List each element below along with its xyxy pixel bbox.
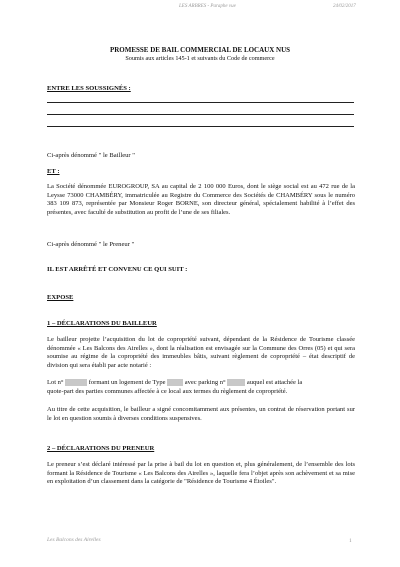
attached-label: auquel est attachée la [246,379,303,386]
footer-left-text: Les Balcons des Airelles [47,537,101,543]
page-number: 1 [349,538,352,544]
header-left-text: LES ARBRES - Paraphe vue [179,4,236,9]
et-heading: ET : [47,168,60,175]
lot-line [47,379,355,388]
parking-number-field[interactable] [227,379,245,386]
acquisition-paragraph: Au titre de cette acquisition, le bailleur a signé concomitamment aux présentes, un contrat de réservation portant sur le lot en question soumis à diverses conditions suspensives. [47,406,355,422]
section2-heading: 2 – DÉCLARATIONS DU PRENEUR [47,445,155,452]
header-date: 24/02/2017 [333,4,356,9]
section1-paragraph: Le bailleur projette l’acquisition du lot de copropriété suivant, dépendant de la Résidence de Tourisme classée dénommée « Les Balcons des Airelles », dont la réalisation est envisagée sur la Commune des Orres (05) et qui sera soumise au régime de la copropriété des immeubles bâtis, suivant règlement de copropriété – état descriptif de division qui sera établi par acte notarié : [47,336,355,369]
document-title: PROMESSE DE BAIL COMMERCIAL DE LOCAUX NUS [109,46,291,54]
document-subtitle: Soumis aux articles 145-1 et suivants du Code de commerce [125,55,275,62]
agreement-heading: IL EST ARRÊTÉ ET CONVENU CE QUI SUIT : [47,266,188,273]
section2-paragraph: Le preneur s’est déclaré intéressé par la prise à bail du lot en question et, plus généralement, de l’ensemble des lots formant la Résidence de Tourisme « Les Balcons des Airelles », laquelle fera l’objet après son achèvement et sa mise en exploitation d’un classement dans la catégorie de "Résidence de Tourisme 4 Étoiles". [47,461,355,486]
lot-line-continued: quote-part des parties communes affectée à ce local aux termes du règlement de copropriété. [47,388,288,395]
expose-heading: EXPOSE [47,294,74,301]
section1-heading: 1 – DÉCLARATIONS DU BAILLEUR [47,320,157,327]
preneur-label: Ci-après dénommé " le Preneur " [47,241,135,248]
parking-label: avec parking n° [184,379,226,386]
type-label: formant un logement de Type [88,379,166,386]
preneur-paragraph: La Société dénommée EUROGROUP, SA au capital de 2 100 000 Euros, dont le siège social est au 472 rue de la Leysse 73000 CHAMBÉRY, immatriculée au Registre du Commerce des Sociétés de CHAMBÉRY sous le numéro 383 109 873, représentée par Monsieur Roger BORNE, son directeur général, spécialement habilité à l’effet des présentes, avec faculté de substitution au profit de l’une de ses filiales. [47,183,355,216]
bailleur-label: Ci-après dénommé " le Bailleur " [47,152,135,159]
blank-line-2 [47,114,354,115]
blank-line-1 [47,102,354,103]
blank-line-3 [47,126,354,127]
lot-number-field[interactable] [65,379,87,386]
type-field[interactable] [167,379,183,386]
lot-label: Lot n° [47,379,64,386]
parties-heading: ENTRE LES SOUSSIGNÉS : [47,85,131,92]
